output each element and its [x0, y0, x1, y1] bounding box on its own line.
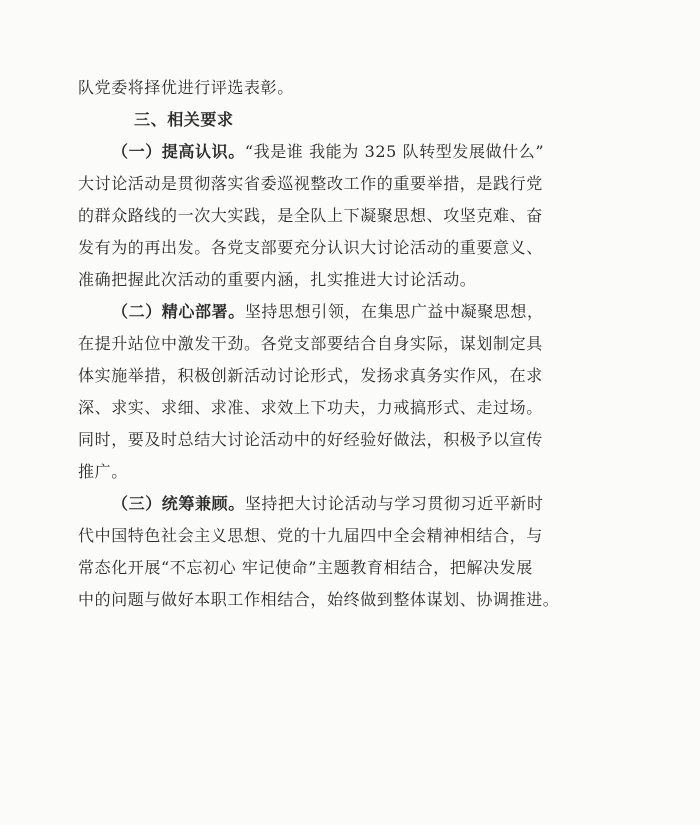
document-body	[78, 72, 618, 616]
paragraph-line: 的群众路线的一次大实践，是全队上下凝聚思想、攻坚克难、奋	[78, 206, 543, 225]
paragraph-line: 发有为的再出发。各党支部要充分认识大讨论活动的重要意义、	[78, 238, 543, 257]
paragraph-text: 坚持把大讨论活动与学习贯彻习近平新时	[244, 494, 544, 513]
paragraph-text: “我是谁 我能为 325 队转型发展做什么”	[244, 142, 545, 161]
paragraph-line: 准确把握此次活动的重要内涵，扎实推进大讨论活动。	[78, 270, 477, 289]
paragraph-line: 大讨论活动是贯彻落实省委巡视整改工作的重要举措，是践行党	[78, 174, 543, 193]
subheading-coordination: （三）统筹兼顾。	[112, 494, 245, 513]
paragraph-line: 代中国特色社会主义思想、党的十九届四中全会精神相结合，与	[78, 526, 543, 545]
paragraph-text: 坚持思想引领，在集思广益中凝聚思想，	[244, 302, 544, 321]
intro-tail-line: 队党委将择优进行评选表彰。	[78, 78, 294, 97]
paragraph-line	[78, 488, 618, 520]
paragraph-line: 中的问题与做好本职工作相结合，始终做到整体谋划、协调推进。	[78, 590, 560, 609]
paragraph-line: 体实施举措，积极创新活动讨论形式，发扬求真务实作风，在求	[78, 366, 543, 385]
paragraph-line: 在提升站位中激发干劲。各党支部要结合自身实际，谋划制定具	[78, 334, 543, 353]
bleed-through-texture-bottom	[130, 590, 690, 622]
section-heading: 三、相关要求	[134, 110, 234, 129]
paragraph-line	[78, 296, 618, 328]
paragraph-line: 深、求实、求细、求准、求效上下功夫，力戒搞形式、走过场。	[78, 398, 543, 417]
paragraph-line: 推广。	[78, 462, 128, 481]
paragraph-line: 同时，要及时总结大讨论活动中的好经验好做法，积极予以宣传	[78, 430, 543, 449]
paragraph-line	[78, 136, 618, 168]
subheading-awareness: （一）提高认识。	[112, 142, 245, 161]
paragraph-line: 常态化开展“不忘初心 牢记使命”主题教育相结合，把解决发展	[78, 558, 533, 577]
subheading-deployment: （二）精心部署。	[112, 302, 245, 321]
